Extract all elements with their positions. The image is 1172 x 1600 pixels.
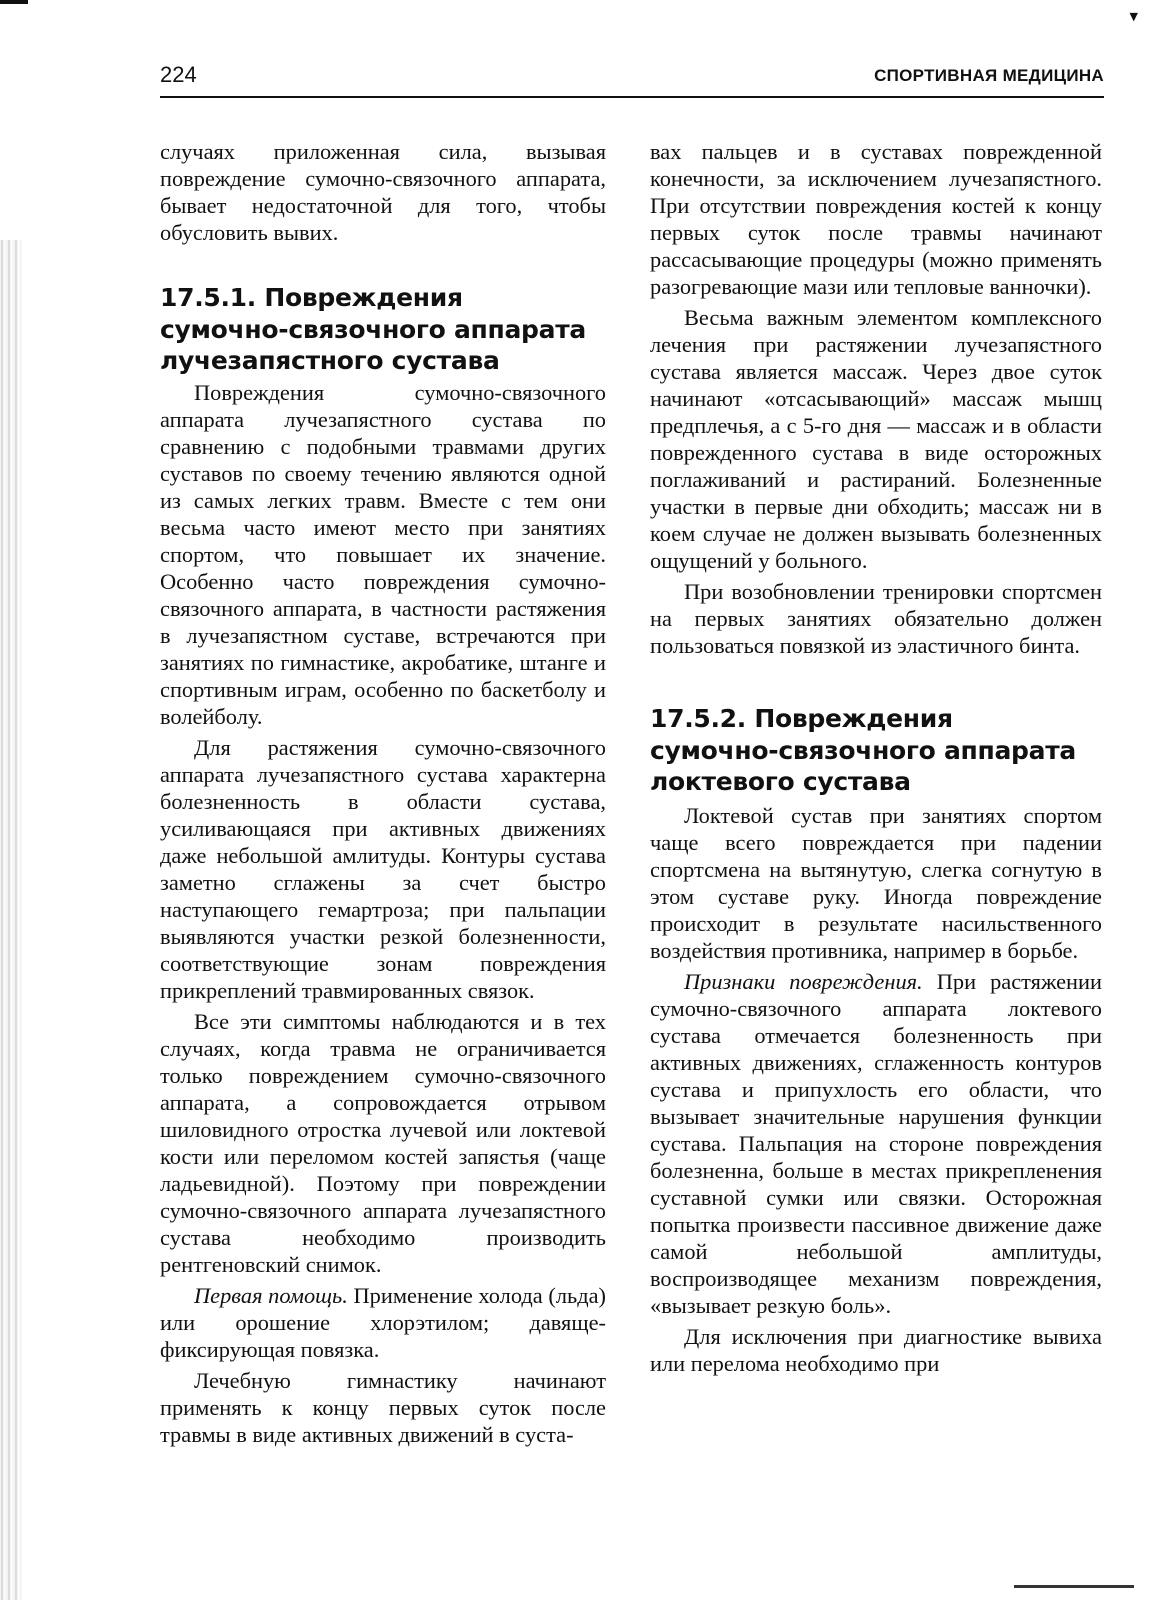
section-heading-17-5-1 — [160, 282, 606, 377]
paragraph: При возобновлении тренировки спортсмен на первых занятиях обязательно должен пользоваться повязкой из эластичного бинта. — [650, 579, 1102, 658]
page-number: 224 — [160, 62, 197, 87]
paragraph: Для растяжения сумочно-связочного аппарата лучезапястного сустава характерна болезненность в области сустава, усиливающаяся при активных движениях даже небольшой амлитуды. Контуры сустава заметно сглажены за счет быстро наступающего гемартроза; при пальпации выявляются участки резкой болезненности, соответствующие зонам повреждения прикреплений травмированных связок. — [160, 734, 606, 1003]
paragraph: Повреждения сумочно-связочного аппарата лучезапястного сустава по сравнению с подобными травмами других суставов по своему течению являются одной из самых легких травм. Вместе с тем они весьма часто имеют место при занятиях спортом, что повышает их значение. Особенно часто повреждения сумочно-связочного аппарата, в частности растяжения в лучезапястном суставе, встречаются при занятиях по гимнастике, акробатике, штанге и спортивным играм, особенно по баскетболу и волейболу. — [160, 379, 606, 729]
heading-line: сумочно-связочного аппарата — [160, 314, 586, 344]
scan-edge-shadow — [0, 240, 22, 1600]
heading-line: сумочно-связочного аппарата — [650, 735, 1076, 765]
scan-footer-mark — [1014, 1585, 1134, 1588]
left-column — [160, 138, 606, 1448]
paragraph: случаях приложенная сила, вызывая повреждение сумочно-связочного аппарата, бывает недостаточной для того, чтобы обусловить вывих. — [160, 139, 606, 245]
heading-line: 17.5.2. Повреждения — [650, 704, 953, 733]
run-in-heading: Признаки повреждения. — [684, 968, 923, 994]
heading-line: локтевого сустава — [650, 767, 911, 796]
paragraph — [650, 968, 1102, 1319]
scan-corner-mark — [0, 0, 28, 4]
heading-line: 17.5.1. Повреждения — [160, 283, 463, 312]
right-column — [650, 138, 1102, 1377]
paragraph: Весьма важным элементом комплексного лечения при растяжении лучезапястного сустава является массаж. Через двое суток начинают «отсасывающий» массаж мышц предплечья, а с 5-го дня — массаж и в области поврежденного сустава в виде осторожных поглаживаний и растираний. Болезненные участки в первые дни обходить; массаж ни в коем случае не должен вызывать болезненных ощущений у больного. — [650, 305, 1102, 573]
page-header — [160, 56, 1104, 98]
paragraph: Локтевой сустав при занятиях спортом чаще всего повреждается при падении спортсмена на вытянутую, слегка согнутую в этом суставе руку. Иногда повреждение происходит в результате насильственного воздействия противника, например в борьбе. — [650, 802, 1102, 963]
section-heading-17-5-2 — [650, 703, 1102, 798]
scan-arrow-mark: ▼ — [1129, 10, 1138, 23]
paragraph — [160, 1282, 606, 1363]
running-title: СПОРТИВНАЯ МЕДИЦИНА — [874, 66, 1104, 85]
paragraph: Лечебную гимнастику начинают применять к концу первых суток после травмы в виде активных движений в суста- — [160, 1367, 606, 1447]
heading-line: лучезапястного сустава — [160, 346, 500, 375]
paragraph: Для исключения при диагностике вывиха или перелома необходимо при — [650, 1323, 1102, 1376]
paragraph: вах пальцев и в суставах поврежденной конечности, за исключением лучезапястного. При отсутствии повреждения костей к концу первых суток после травмы начинают рассасывающие процедуры (можно применять разогревающие мази или тепловые ванночки). — [650, 139, 1102, 299]
paragraph-text: При растяжении сумочно-связочного аппарата локтевого сустава отмечается болезненность при активных движениях, сглаженность контуров сустава и припухлость его области, что вызывает значительные нарушения функции сустава. Пальпация на стороне повреждения болезненна, больше в местах прикрепленения суставной сумки или связки. Осторожная попытка произвести пассивное движение даже самой небольшой амплитуды, воспроизводящее механизм повреждения, «вызывает резкую боль». — [650, 968, 1102, 1318]
run-in-heading: Первая помощь. — [194, 1282, 348, 1308]
paragraph: Все эти симптомы наблюдаются и в тех случаях, когда травма не ограничивается только повреждением сумочно-связочного аппарата, а сопровождается отрывом шиловидного отростка лучевой или локтевой кости или переломом костей запястья (чаще ладьевидной). Поэтому при повреждении сумочно-связочного аппарата лучезапястного сустава необходимо производить рентгеновский снимок. — [160, 1008, 606, 1277]
paragraph-text: Применение холода (льда) или орошение хлорэтилом; давяще-фиксирующая повязка. — [160, 1282, 606, 1362]
